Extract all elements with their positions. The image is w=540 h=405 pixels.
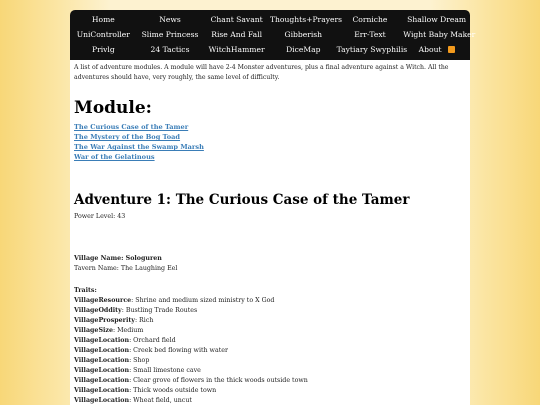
top-navigation bbox=[70, 10, 476, 60]
nav-item-chant-savant[interactable]: Chant Savant bbox=[210, 15, 263, 24]
module-link-swamp-marsh[interactable]: The War Against the Swamp Marsh bbox=[74, 143, 204, 151]
trait-row bbox=[74, 296, 466, 306]
nav-row-3 bbox=[70, 42, 470, 57]
nav-item-home[interactable]: Home bbox=[91, 15, 115, 24]
nav-item-news[interactable]: News bbox=[159, 15, 181, 24]
trait-row bbox=[74, 356, 466, 366]
trait-key: VillageSize bbox=[74, 327, 113, 334]
trait-key: VillageLocation bbox=[74, 387, 130, 394]
trait-value: : Orchard field bbox=[129, 337, 176, 344]
intro-text: A list of adventure modules. A module will have 2-4 Monster adventures, plus a final adventure against a Witch. All the adventures should have, very roughly, the same level of difficulty. bbox=[74, 64, 449, 81]
nav-item-taytiary-swyphilis[interactable]: Taytiary Swyphilis bbox=[336, 45, 408, 54]
trait-key: VillageProsperity bbox=[74, 317, 135, 324]
adventure-title: Adventure 1: The Curious Case of the Tamer bbox=[74, 192, 410, 208]
trait-value: : Creek bed flowing with water bbox=[129, 347, 228, 354]
trait-value: : Wheat field, uncut bbox=[129, 397, 192, 404]
trait-key: VillageLocation bbox=[74, 377, 130, 384]
nav-row-1 bbox=[70, 12, 470, 27]
trait-row bbox=[74, 306, 466, 316]
trait-value: : Shrine and medium sized ministry to X God bbox=[131, 297, 275, 304]
nav-item-shallow-dream[interactable]: Shallow Dream bbox=[407, 15, 467, 24]
nav-row-2 bbox=[70, 27, 476, 42]
trait-row bbox=[74, 366, 466, 376]
module-link-curious-case[interactable]: The Curious Case of the Tamer bbox=[74, 123, 189, 131]
trait-row bbox=[74, 386, 466, 396]
nav-item-dicemap[interactable]: DiceMap bbox=[286, 45, 321, 54]
trait-key: VillageLocation bbox=[74, 367, 130, 374]
nav-item-wight-baby-maker[interactable]: Wight Baby Maker bbox=[403, 30, 476, 39]
trait-key: VillageLocation bbox=[74, 397, 130, 404]
nav-item-24-tactics[interactable]: 24 Tactics bbox=[150, 45, 190, 54]
trait-value: : Small limestone cave bbox=[129, 367, 201, 374]
nav-item-err-text[interactable]: Err-Text bbox=[354, 30, 386, 39]
trait-value: : Medium bbox=[112, 327, 144, 334]
nav-item-privlg[interactable]: Privlg bbox=[91, 45, 115, 54]
nav-item-about-container bbox=[403, 42, 470, 57]
module-heading: Module: bbox=[74, 98, 152, 118]
tavern-name: Tavern Name: The Laughing Eel bbox=[74, 265, 178, 272]
power-level: Power Level: 43 bbox=[74, 213, 126, 220]
trait-key: VillageLocation bbox=[74, 347, 130, 354]
nav-item-unicontroller[interactable]: UniController bbox=[76, 30, 130, 39]
trait-row bbox=[74, 326, 466, 336]
nav-item-about[interactable]: About bbox=[418, 45, 442, 54]
trait-key: VillageLocation bbox=[74, 337, 130, 344]
main-content bbox=[70, 60, 470, 405]
module-links bbox=[74, 122, 466, 162]
trait-row bbox=[74, 316, 466, 326]
trait-key: VillageOddity bbox=[74, 307, 122, 314]
trait-row bbox=[74, 346, 466, 356]
nav-item-thoughts-prayers[interactable]: Thoughts+Prayers bbox=[269, 15, 343, 24]
trait-key: VillageResource bbox=[74, 297, 132, 304]
trait-value: : Bustling Trade Routes bbox=[121, 307, 198, 314]
trait-row bbox=[74, 376, 466, 386]
trait-value: : Thick woods outside town bbox=[129, 387, 217, 394]
trait-row bbox=[74, 336, 466, 346]
trait-key: VillageLocation bbox=[74, 357, 130, 364]
trait-value: : Rich bbox=[134, 317, 154, 324]
nav-item-gibberish[interactable]: Gibberish bbox=[284, 30, 323, 39]
nav-item-slime-princess[interactable]: Slime Princess bbox=[141, 30, 199, 39]
trait-value: : Clear grove of flowers in the thick woods outside town bbox=[129, 377, 308, 384]
module-link-gelatinous[interactable]: War of the Gelatinous bbox=[74, 153, 155, 161]
trait-value: : Shop bbox=[129, 357, 150, 364]
village-name: Village Name: Sologuren bbox=[74, 255, 162, 262]
module-link-bog-toad[interactable]: The Mystery of the Bog Toad bbox=[74, 133, 181, 141]
nav-item-corniche[interactable]: Corniche bbox=[352, 15, 388, 24]
traits-label: Traits: bbox=[74, 287, 97, 294]
nav-item-witchhammer[interactable]: WitchHammer bbox=[208, 45, 265, 54]
nav-item-rise-and-fall[interactable]: Rise And Fall bbox=[211, 30, 263, 39]
traits-list bbox=[74, 296, 466, 405]
trait-row bbox=[74, 396, 466, 405]
rss-icon[interactable] bbox=[448, 46, 455, 53]
